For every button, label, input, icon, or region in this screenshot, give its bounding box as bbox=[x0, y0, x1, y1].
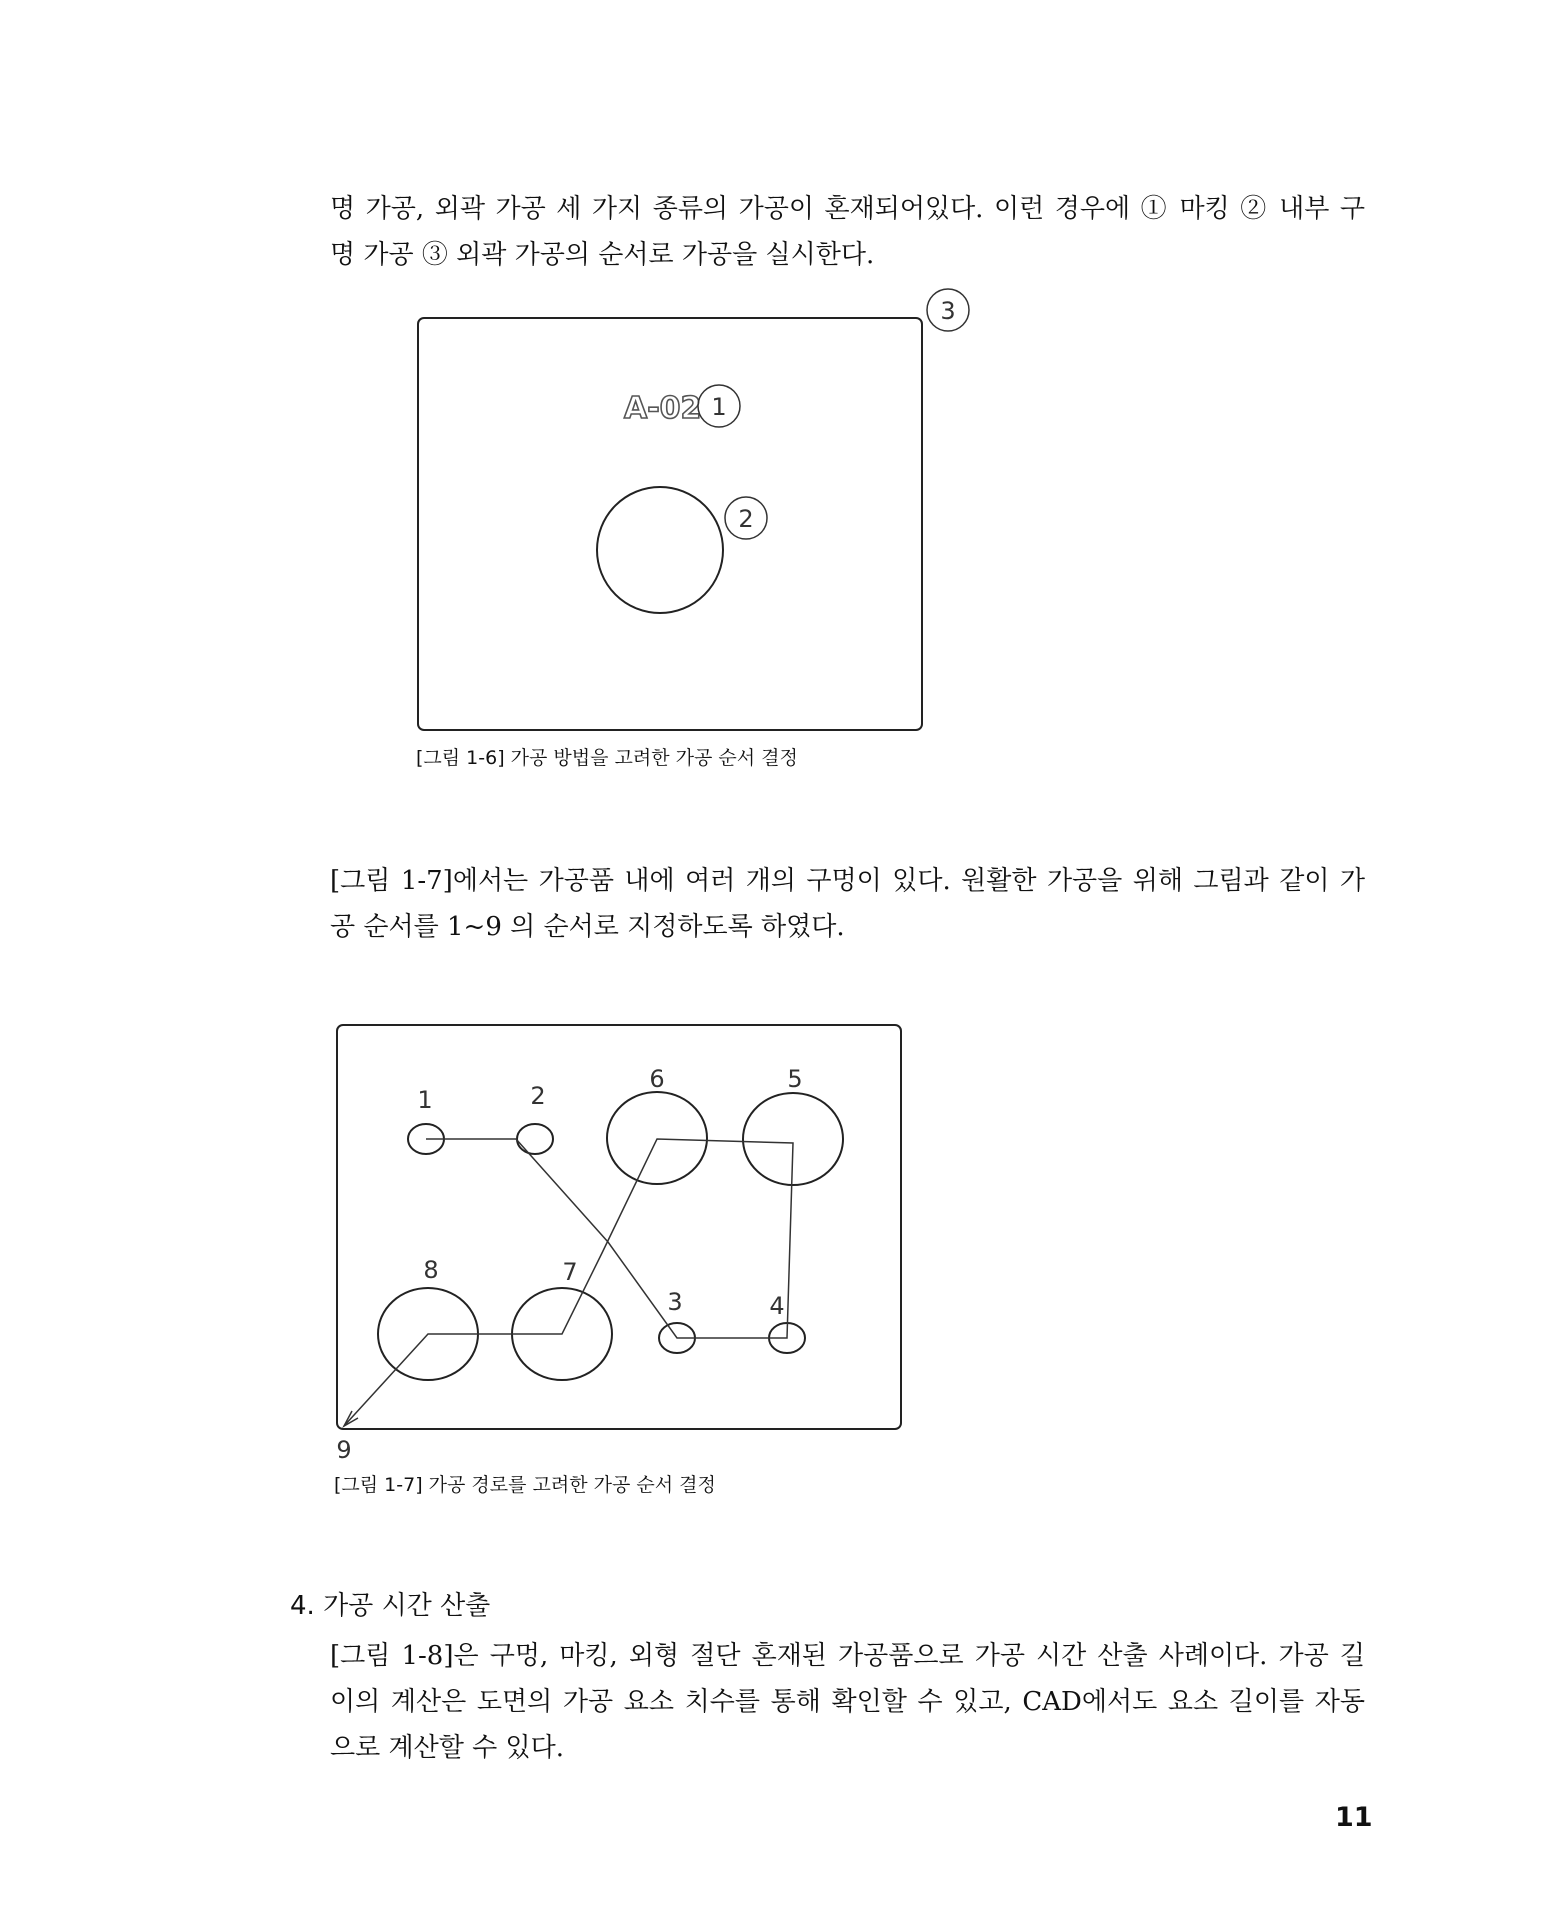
hole-6 bbox=[607, 1092, 707, 1184]
hole-3 bbox=[659, 1323, 695, 1353]
hole-label-2: 2 bbox=[530, 1082, 546, 1110]
figure-1-6-caption: [그림 1-6] 가공 방법을 고려한 가공 순서 결정 bbox=[416, 747, 798, 769]
marker-circle-2 bbox=[725, 497, 767, 539]
workpiece-outline bbox=[337, 1025, 901, 1429]
intro-paragraph bbox=[330, 186, 1365, 278]
paragraph-line: 이의 계산은 도면의 가공 요소 치수를 통해 확인할 수 있고, CAD에서도 요소 길이를 자동 bbox=[330, 1687, 1365, 1717]
hole-label-7: 7 bbox=[562, 1258, 578, 1286]
paragraph-line: [그림 1-8]은 구멍, 마킹, 외형 절단 혼재된 가공품으로 가공 시간 산출 사례이다. 가공 길 bbox=[330, 1641, 1365, 1671]
paragraph-line: [그림 1-7]에서는 가공품 내에 여러 개의 구멍이 있다. 원활한 가공을 위해 그림과 같이 가 bbox=[330, 866, 1365, 896]
hole-label-9: 9 bbox=[336, 1436, 352, 1464]
figure-1-7-caption: [그림 1-7] 가공 경로를 고려한 가공 순서 결정 bbox=[334, 1474, 716, 1496]
hole-1 bbox=[408, 1124, 444, 1154]
hole-label-6: 6 bbox=[649, 1065, 665, 1093]
tool-path bbox=[344, 1139, 793, 1426]
paragraph-2 bbox=[330, 858, 1365, 950]
paragraph-line: 명 가공, 외곽 가공 세 가지 종류의 가공이 혼재되어있다. 이런 경우에 ① 마킹 ② 내부 구 bbox=[330, 194, 1365, 224]
marker-circle-1 bbox=[698, 385, 740, 427]
hole-label-3: 3 bbox=[667, 1288, 683, 1316]
hole-8 bbox=[378, 1288, 478, 1380]
workpiece-outline bbox=[418, 318, 922, 730]
hole-label-4: 4 bbox=[769, 1292, 785, 1320]
marking-text: A-02 bbox=[624, 391, 702, 426]
marker-label-1: 1 bbox=[711, 393, 727, 421]
page-number: 11 bbox=[1335, 1802, 1373, 1833]
marker-label-2: 2 bbox=[738, 505, 754, 533]
inner-hole bbox=[597, 487, 723, 613]
hole-4 bbox=[769, 1323, 805, 1353]
hole-label-8: 8 bbox=[423, 1256, 439, 1284]
hole-2 bbox=[517, 1124, 553, 1154]
hole-label-5: 5 bbox=[787, 1065, 803, 1093]
section-heading: 4. 가공 시간 산출 bbox=[290, 1591, 491, 1621]
section-paragraph bbox=[330, 1633, 1365, 1771]
marker-label-3: 3 bbox=[940, 297, 956, 325]
paragraph-line: 으로 계산할 수 있다. bbox=[330, 1733, 564, 1763]
hole-7 bbox=[512, 1288, 612, 1380]
paragraph-line: 명 가공 ③ 외곽 가공의 순서로 가공을 실시한다. bbox=[330, 240, 875, 270]
path-arrowhead bbox=[344, 1411, 358, 1426]
hole-5 bbox=[743, 1093, 843, 1185]
marker-circle-3 bbox=[927, 289, 969, 331]
hole-label-1: 1 bbox=[417, 1086, 433, 1114]
paragraph-line: 공 순서를 1~9 의 순서로 지정하도록 하였다. bbox=[330, 912, 845, 942]
